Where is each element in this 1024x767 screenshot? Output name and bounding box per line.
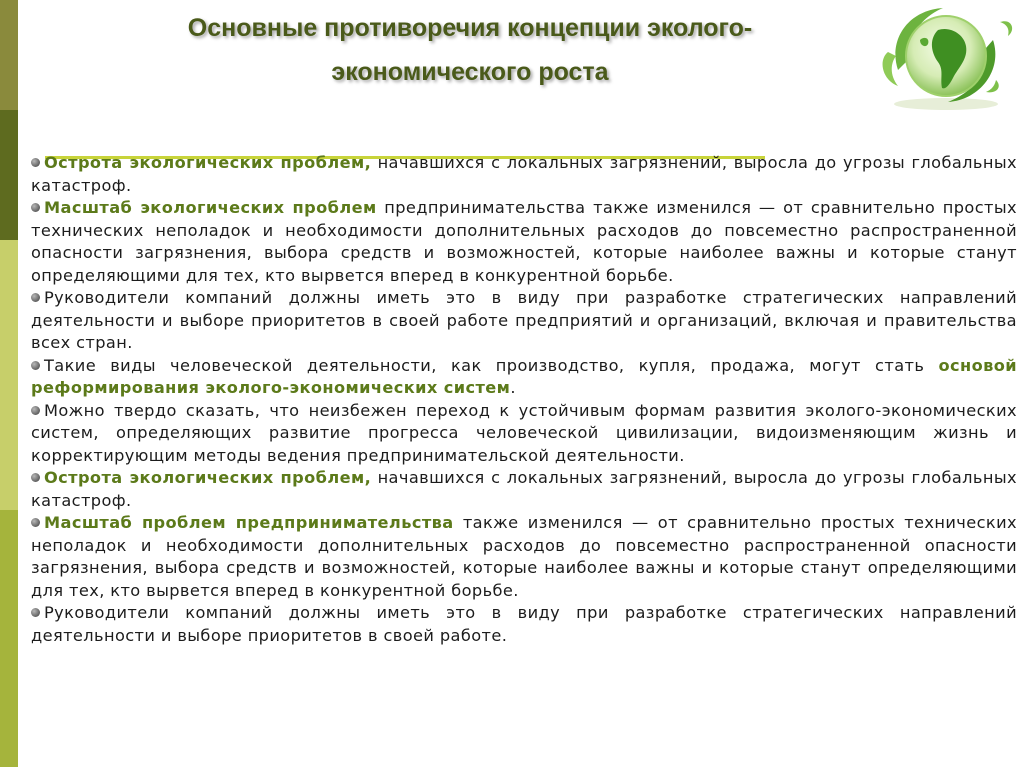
bullet-icon — [31, 473, 40, 482]
bullet-icon — [31, 361, 40, 370]
paragraph-7 — [31, 512, 1017, 602]
bullet-icon — [31, 203, 40, 212]
bullet-icon — [31, 293, 40, 302]
paragraph-highlight: Острота экологических проблем, — [44, 153, 372, 172]
paragraph-text: Такие виды человеческой деятельности, как производство, купля, продажа, могут стать — [44, 355, 939, 375]
slide-title — [60, 6, 880, 94]
paragraph-text: Можно твердо сказать, что неизбежен переход к устойчивым формам развития эколого-экономических систем, определяющих развитие прогресса человеческой цивилизации, видоизменяющим жизнь и корректирующим методы ведения предпринимательской деятельности. — [31, 400, 1017, 465]
side-stripe-dark — [0, 110, 18, 240]
paragraph-highlight: Масштаб проблем предпринимательства — [44, 513, 454, 532]
paragraph-2 — [31, 197, 1017, 287]
paragraph-text: Руководители компаний должны иметь это в виду при разработке стратегических направлений деятельности и выборе приоритетов в своей работе предприятий и организаций, включая и правительства всех стран. — [31, 288, 1017, 352]
side-stripe-top — [0, 0, 18, 110]
paragraph-highlight: Масштаб экологических проблем — [44, 198, 377, 217]
paragraph-text: предпринимательства также изменился — от сравнительно простых технических неполадок и необходимости дополнительных расходов до повсеместно распространенной опасности загрязнения, выбора средств и возможностей, которые наиболее важны и которые станут определяющими для тех, кто вырвется вперед в конкурентной борьбе. — [31, 198, 1017, 285]
side-stripe-bottom — [0, 510, 18, 767]
bullet-icon — [31, 406, 40, 415]
paragraph-text: начавшихся с локальных загрязнений, выросла до угрозы глобальных катастроф. — [31, 153, 1017, 195]
paragraph-8 — [31, 602, 1017, 647]
bullet-icon — [31, 158, 40, 167]
paragraph-4 — [31, 355, 1017, 400]
paragraph-highlight: Острота экологических проблем, — [44, 468, 372, 487]
bullet-icon — [31, 518, 40, 527]
paragraph-5 — [31, 400, 1017, 468]
paragraph-text: начавшихся с локальных загрязнений, выросла до угрозы глобальных катастроф. — [31, 468, 1017, 510]
paragraph-1 — [31, 152, 1017, 197]
paragraph-text: Руководители компаний должны иметь это в виду при разработке стратегических направлений деятельности и выборе приоритетов в своей работе. — [31, 603, 1017, 645]
title-line-1: Основные противоречия концепции эколого- — [187, 14, 753, 42]
paragraph-3 — [31, 287, 1017, 355]
slide-body — [31, 152, 1017, 647]
bullet-icon — [31, 608, 40, 617]
paragraph-text-end: . — [510, 378, 516, 397]
paragraph-text: также изменился — от сравнительно простых технических неполадок и необходимости дополнительных расходов до повсеместно распространенной опасности загрязнения, выбора средств и возможностей, которые наиболее важны и которые станут определяющими для тех, кто вырвется вперед в конкурентной борьбе. — [31, 513, 1017, 600]
title-line-2: экономического роста — [331, 58, 609, 86]
paragraph-highlight: основой реформирования эколого-экономических систем — [31, 355, 1017, 397]
side-stripe-light — [0, 240, 18, 510]
paragraph-6 — [31, 467, 1017, 512]
green-globe-icon — [868, 0, 1018, 112]
